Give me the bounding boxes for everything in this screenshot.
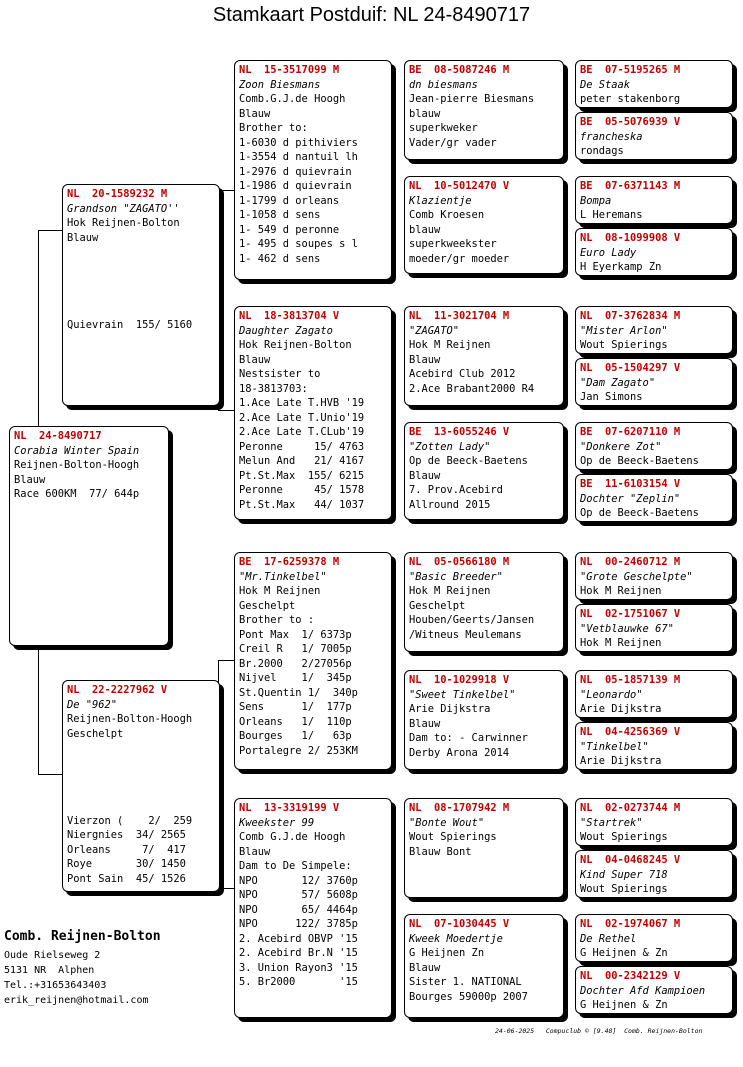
pigeon-info-line: Vader/gr vader [409,136,497,149]
pigeon-info-line: Blauw [239,353,271,366]
pigeon-info-line: blauw [409,107,441,120]
pigeon-info-line: Wout Spierings [580,883,668,895]
pigeon-info-line [67,799,215,814]
pigeon-name: Zoon Biesmans [239,78,321,91]
pigeon-card-ff[interactable] [234,60,392,280]
ring-number: NL 08-1707942 M [409,802,510,814]
pigeon-name: "Startrek" [580,816,643,829]
pigeon-card-g1[interactable] [575,60,733,108]
connector-line [218,888,234,889]
pigeon-card-g2[interactable] [575,112,733,160]
pigeon-info-line: 2. Acebird Br.N '15 [239,947,358,959]
pigeon-info-line: 1- 549 d peronne [239,223,340,236]
pigeon-info-line: Blauw [14,473,46,486]
pigeon-name: Kind Super 718 [580,868,668,881]
pigeon-info-line: Sens 1/ 177p [239,701,352,713]
ring-number: BE 07-5195265 M [580,64,681,76]
pigeon-info-line: 2.Ace Brabant2000 R4 [409,382,535,395]
pigeon-info-line: Vierzon ( 2/ 259 [67,814,193,827]
pigeon-info-line: 5. Br2000 '15 [239,976,358,988]
pigeon-name: Kweekster 99 [239,816,315,829]
ring-number: NL 07-3762834 M [580,310,681,322]
pigeon-info-line: 1- 495 d soupes s l [239,238,358,250]
pigeon-info-line: Wout Spierings [580,339,668,351]
pigeon-info-line: Geschelpt [239,599,296,612]
pigeon-info-line [67,785,215,800]
pigeon-card-g12[interactable] [575,722,733,770]
pigeon-info-line: 1-1058 d sens [239,209,321,221]
pigeon-info-line: 3. Union Rayon3 '15 [239,961,358,974]
pigeon-info-line: Geschelpt [409,599,466,612]
pigeon-info-line: blauw [409,223,441,236]
pigeon-info-line: 18-3813703: [239,382,308,395]
pigeon-card-mff[interactable] [404,552,564,652]
pigeon-info-line: Hok Reijnen-Bolton [67,217,180,229]
pigeon-info-line: Pont Sain 45/ 1526 [67,872,186,885]
pigeon-info-line: Nestsister to [239,368,321,380]
pigeon-name: "Dam Zagato" [580,376,656,389]
pigeon-name: Corabia Winter Spain [14,444,140,457]
pigeon-info-line: NPO 57/ 5608p [239,889,358,901]
pigeon-name: "Vetblauwke 67" [580,622,674,635]
owner-address: Oude Rielseweg 2 [4,950,101,961]
pigeon-info-line: Reijnen-Bolton-Hoogh [67,713,193,725]
pigeon-name: dn biesmans [409,78,478,91]
pigeon-info-line: Allround 2015 [409,498,491,511]
pigeon-info-line: Creil R 1/ 7005p [239,643,352,655]
pigeon-info-line: moeder/gr moeder [409,252,510,265]
pigeon-name: "Bonte Wout" [409,816,485,829]
ring-number: NL 00-2460712 M [580,556,681,568]
pigeon-name: Dochter "Zeplin" [580,492,681,505]
ring-number: NL 10-5012470 V [409,180,510,192]
ring-number: NL 20-1589232 M [67,188,168,200]
pigeon-info-line: 1-1799 d orleans [239,194,340,207]
pigeon-info-line: 1-2976 d quievrain [239,165,352,178]
pigeon-card-g14[interactable] [575,850,733,898]
pigeon-info-line: Arie Dijkstra [580,703,662,715]
pigeon-info-line: Orleans 7/ 417 [67,843,186,856]
pigeon-info-line: Op de Beeck-Baetens [580,455,699,467]
pigeon-name: "Donkere Zot" [580,440,662,453]
owner-email: erik_reijnen@hotmail.com [4,995,149,1006]
pigeon-info-line: 1.Ace Late T.HVB '19 [239,397,365,409]
ring-number: BE 13-6055246 V [409,426,510,438]
pigeon-name: Klazientje [409,194,472,207]
pigeon-info-line: Brother to : [239,614,315,626]
pigeon-info-line: G Heijnen & Zn [580,947,668,959]
pigeon-name: De Rethel [580,932,637,945]
pigeon-info-line [67,741,215,756]
ring-number: NL 24-8490717 [14,430,102,442]
ring-number: NL 11-3021704 M [409,310,510,322]
pigeon-info-line: G Heijnen & Zn [580,999,668,1011]
pigeon-info-line: Wout Spierings [409,831,497,843]
pigeon-info-line: Quievrain 155/ 5160 [67,318,193,331]
pigeon-info-line: L Heremans [580,209,643,221]
pigeon-card-fff[interactable] [404,60,564,160]
pigeon-info-line [67,274,215,289]
pigeon-name: De "962" [67,698,118,711]
ring-number: NL 13-3319199 V [239,802,340,814]
ring-number: NL 08-1099908 V [580,232,681,244]
pigeon-info-line: Blauw [239,845,271,858]
pigeon-name: "Zotten Lady" [409,440,491,453]
pigeon-info-line: H Eyerkamp Zn [580,261,662,273]
ring-number: NL 02-0273744 M [580,802,681,814]
pigeon-info-line: Nijvel 1/ 345p [239,672,352,684]
pigeon-info-line: 1-3554 d nantuil lh [239,151,358,163]
pigeon-card-mm[interactable] [234,798,392,1018]
pigeon-info-line: Comb Kroesen [409,209,485,221]
ring-number: NL 10-1029918 V [409,674,510,686]
pigeon-info-line: Blauw [409,469,441,482]
connector-line [218,660,234,661]
ring-number: NL 07-1030445 V [409,918,510,930]
ring-number: NL 02-1751067 V [580,608,681,620]
ring-number: NL 05-1857139 M [580,674,681,686]
ring-number: NL 15-3517099 M [239,64,340,76]
pigeon-card-g16[interactable] [575,966,733,1014]
pigeon-info-line: NPO 65/ 4464p [239,903,358,916]
pigeon-name: Grandson "ZAGATO'' [67,202,180,215]
pigeon-name: "ZAGATO" [409,324,460,337]
pigeon-info-line: Blauw [239,107,271,120]
pigeon-info-line: Blauw [409,717,441,730]
pigeon-info-line: Geschelpt [67,727,124,740]
pigeon-info-line: Peronne 45/ 1578 [239,484,365,496]
pigeon-info-line: Dam to De Simpele: [239,860,352,872]
pigeon-info-line: NPO 122/ 3785p [239,918,358,930]
pigeon-info-line [67,260,215,275]
pigeon-info-line: Niergnies 34/ 2565 [67,829,186,841]
ring-number: NL 04-4256369 V [580,726,681,738]
connector-line [38,646,39,774]
pigeon-info-line: Orleans 1/ 110p [239,715,352,728]
pigeon-info-line: Roye 30/ 1450 [67,858,186,870]
ring-number: NL 04-0468245 V [580,854,681,866]
pigeon-info-line: Br.2000 2/27056p [239,657,352,670]
pigeon-info-line: Hok M Reijnen [409,339,491,351]
pigeon-card-mmm[interactable] [404,914,564,1018]
pigeon-info-line: Pt.St.Max 155/ 6215 [239,469,365,482]
pigeon-info-line: Bourges 1/ 63p [239,730,352,742]
ring-number: BE 07-6371143 M [580,180,681,192]
pigeon-card-g10[interactable] [575,604,733,652]
owner-city: 5131 NR Alphen [4,965,95,976]
pigeon-name: "Grote Geschelpte" [580,570,693,583]
pigeon-info-line: Bourges 59000p 2007 [409,990,528,1003]
pigeon-info-line: Hok M Reijnen [580,585,662,597]
pigeon-info-line [67,289,215,304]
connector-line [38,230,62,231]
ring-number: BE 07-6207110 M [580,426,681,438]
connector-line [38,774,62,775]
pigeon-card-g15[interactable] [575,914,733,962]
pigeon-info-line: 1-1986 d quievrain [239,180,352,192]
pigeon-info-line: Blauw [409,353,441,366]
page-title: Stamkaart Postduif: NL 24-8490717 [212,4,531,26]
pigeon-info-line: Jean-pierre Biesmans [409,93,535,105]
ring-number: NL 05-0566180 M [409,556,510,568]
pigeon-info-line: /Witneus Meulemans [409,628,522,641]
pigeon-card-g13[interactable] [575,798,733,846]
pigeon-info-line: St.Quentin 1/ 340p [239,686,358,699]
pigeon-card-g7[interactable] [575,422,733,470]
ring-number: NL 18-3813704 V [239,310,340,322]
pigeon-info-line: Wout Spierings [580,831,668,843]
pigeon-info-line: Blauw [67,231,99,244]
ring-number: NL 22-2227962 V [67,684,168,696]
pigeon-info-line [67,756,215,771]
pigeon-info-line: Blauw Bont [409,845,472,858]
pigeon-name: "Sweet Tinkelbel" [409,688,516,701]
pigeon-info-line [67,245,215,260]
pigeon-info-line: Hok Reijnen-Bolton [239,339,352,351]
ring-number: NL 02-1974067 M [580,918,681,930]
pigeon-info-line: 2. Acebird OBVP '15 [239,932,358,945]
ring-number: NL 05-1504297 V [580,362,681,374]
pigeon-info-line: Derby Arona 2014 [409,746,510,759]
pigeon-info-line: 1-6030 d pithiviers [239,136,358,149]
pigeon-name: Daughter Zagato [239,324,333,337]
pigeon-info-line: Op de Beeck-Baetens [409,455,528,467]
pigeon-name: Dochter Afd Kampioen [580,984,706,997]
pigeon-info-line: 2.Ace Late T.CLub'19 [239,426,365,438]
pigeon-info-line: 1- 462 d sens [239,252,321,265]
pigeon-card-mother[interactable] [62,680,220,892]
pigeon-card-subject[interactable] [9,426,169,646]
pigeon-info-line: NPO 12/ 3760p [239,874,358,887]
pigeon-card-fmf[interactable] [404,306,564,406]
pigeon-info-line: 7. Prov.Acebird [409,484,503,496]
pigeon-card-mf[interactable] [234,552,392,770]
ring-number: BE 05-5076939 V [580,116,681,128]
pigeon-info-line: Reijnen-Bolton-Hoogh [14,459,140,471]
connector-line [218,410,234,411]
owner-phone: Tel.:+31653643403 [4,980,107,991]
pigeon-card-g5[interactable] [575,306,733,354]
pigeon-card-g3[interactable] [575,176,733,224]
pigeon-info-line: Pont Max 1/ 6373p [239,628,352,641]
pigeon-info-line: Acebird Club 2012 [409,368,516,380]
owner-name: Comb. Reijnen-Bolton [4,929,161,944]
pigeon-card-father[interactable] [62,184,220,406]
pigeon-info-line: Hok M Reijnen [239,585,321,597]
pigeon-info-line: Arie Dijkstra [409,703,491,715]
pigeon-card-mmf[interactable] [404,798,564,898]
footer-text: 24-06-2025 Compuclub © [9.48] Comb. Reijnen-Bolton [495,1027,703,1035]
pigeon-name: francheska [580,130,643,143]
pigeon-info-line: 2.Ace Late T.Unio'19 [239,411,365,424]
pigeon-name: Bompa [580,194,612,207]
pigeon-name: "Tinkelbel" [580,740,649,753]
pigeon-card-g11[interactable] [575,670,733,718]
pigeon-info-line: Brother to: [239,122,308,134]
pigeon-info-line: Dam to: - Carwinner [409,732,528,744]
pigeon-info-line: Peronne 15/ 4763 [239,440,365,453]
ring-number: BE 17-6259378 M [239,556,340,568]
pigeon-info-line: Arie Dijkstra [580,755,662,767]
pigeon-info-line: Melun And 21/ 4167 [239,455,365,467]
pigeon-info-line: Jan Simons [580,391,643,403]
pigeon-info-line: Comb G.J.de Hoogh [239,831,346,843]
pigeon-card-g6[interactable] [575,358,733,406]
ring-number: BE 11-6103154 V [580,478,681,490]
pigeon-card-fm[interactable] [234,306,392,520]
pigeon-info-line [67,770,215,785]
pigeon-name: "Leonardo" [580,688,643,701]
pigeon-info-line: Portalegre 2/ 253KM [239,744,358,757]
connector-line [38,230,39,426]
pigeon-info-line: rondags [580,145,624,157]
pigeon-card-g8[interactable] [575,474,733,522]
pigeon-info-line: Blauw [409,961,441,974]
connector-line [218,190,234,191]
pigeon-info-line: Comb.G.J.de Hoogh [239,93,346,105]
pigeon-name: De Staak [580,78,631,91]
pigeon-card-g9[interactable] [575,552,733,600]
pigeon-info-line: peter stakenborg [580,93,681,105]
pigeon-name: "Mr.Tinkelbel" [239,570,327,583]
pigeon-info-line: superkweker [409,122,478,134]
pigeon-card-g4[interactable] [575,228,733,276]
pigeon-card-ffm[interactable] [404,176,564,274]
pigeon-name: Euro Lady [580,246,637,259]
pigeon-info-line: Sister 1. NATIONAL [409,976,522,988]
pigeon-name: "Mister Arlon" [580,324,668,337]
pigeon-info-line: Hok M Reijnen [409,585,491,597]
pigeon-info-line [67,303,215,318]
pigeon-info-line: G Heijnen Zn [409,947,485,959]
ring-number: BE 08-5087246 M [409,64,510,76]
pigeon-name: "Basic Breeder" [409,570,503,583]
pigeon-name: Kweek Moedertje [409,932,503,945]
pigeon-info-line: Race 600KM 77/ 644p [14,488,140,500]
pigeon-info-line: Hok M Reijnen [580,637,662,649]
pigeon-info-line: Houben/Geerts/Jansen [409,614,535,626]
pigeon-card-fmm[interactable] [404,422,564,520]
pigeon-info-line: Op de Beeck-Baetens [580,507,699,519]
pigeon-info-line: superkweekster [409,238,497,250]
pigeon-card-mfm[interactable] [404,670,564,770]
pigeon-info-line: Pt.St.Max 44/ 1037 [239,498,365,511]
ring-number: NL 00-2342129 V [580,970,681,982]
